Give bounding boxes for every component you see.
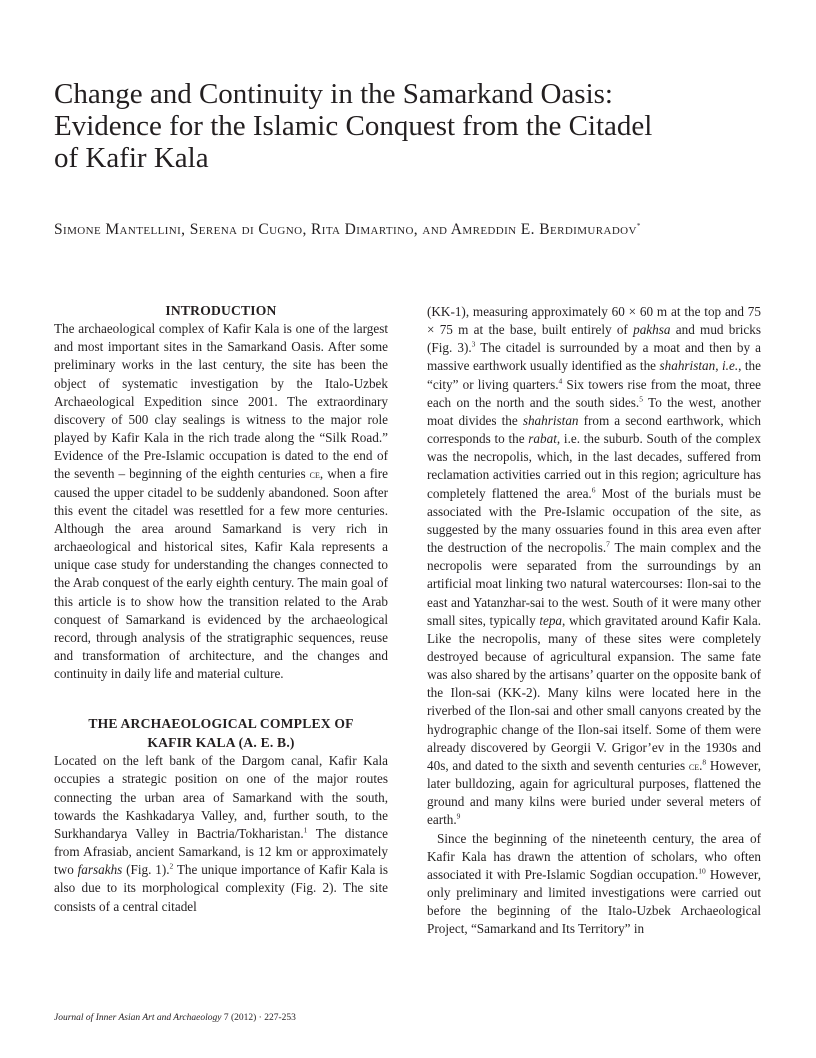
journal-footer [54,1013,296,1023]
footnote-ref[interactable]: 9 [456,811,461,821]
text-run: , [715,358,722,374]
italic-term: farsakhs [77,862,123,878]
text-run: However, only preliminary and limited investigations were carried out before the beginning of the Italo-Uzbek Archaeological Project, “Samarkand and Its Territory” in [427,866,761,937]
text-run: The archaeological complex of Kafir Kala is one of the largest and most important sites in the Samarkand Oasis. After some preliminary works in the last century, the site has been the object of systematic investigation by the Italo-Uzbek Archaeological Expedition since 2001. The extraordinary discovery of 500 clay sealings is witness to the major role played by Kafir Kala in the rich trade along the “Silk Road.” Evidence of the Pre-Islamic occupation is dated to the end of the seventh – beginning of the eighth centuries [54,321,388,482]
title-line-2: Evidence for the Islamic Conquest from the Citadel [54,110,653,142]
italic-term: rabat [528,431,557,447]
footnote-ref[interactable]: 3 [471,339,476,349]
complex-heading [54,714,388,752]
italic-term: shahristan [522,412,579,428]
text-run: Located on the left bank of the Dargom canal, Kafir Kala occupies a strategic position on one of the major routes connecting the urban area of Samarkand with the south, towards the Kashkadarya Valley, and, further south, to the Surkhandarya Valley in Bactria/Tokharistan. [54,753,388,841]
text-run: from a second earthwork, which corresponds to the [427,412,761,447]
italic-term: shahristan [659,358,716,374]
text-run: The distance from Afrasiab, ancient Samarkand, is 12 km or approximately two [54,825,388,878]
authors-text: Simone Mantellini, Serena di Cugno, Rita Dimartino, and Amreddin E. Berdimuradov [54,221,637,238]
text-run: , when a fire caused the upper citadel to be suddenly abandoned. Soon after this event the citadel was resettled for a few more centuries. Although the area around Samarkand is very rich in archaeological and historical sites, Kafir Kala represents a unique case study for understanding the changes connected to the Arab conquest of the early eighth century. The main goal of this article is to show how the transition related to the Arab conquest of Samarkand is evidenced by the archaeological record, through analysis of the stratigraphic sequences, reuse and transformation of architecture, and the changes and continuity in daily life and material culture. [54,466,389,682]
text-run: The unique importance of Kafir Kala is also due to its morphological complexity (Fig. 2). The site consists of a central citadel [54,862,389,914]
introduction-heading: INTRODUCTION [165,303,277,318]
italic-term: pakhsa [633,322,671,338]
complex-heading-line-2: KAFIR KALA (A. E. B.) [147,735,295,751]
article-title [54,78,754,174]
footnote-ref[interactable]: 6 [591,485,596,495]
era-ce: ce [309,467,320,482]
journal-volume-pages: 7 (2012) · 227-253 [221,1013,296,1023]
complex-paragraph [54,752,388,915]
footnote-ref[interactable]: 1 [303,825,308,835]
text-run: , i.e. the suburb. South of the complex was the necropolis, which, in the last decades, suffered from reclamation activities carried out in this region; agriculture has completely flattened the area. [427,431,762,501]
footnote-ref[interactable]: 10 [698,866,706,876]
text-run: . [699,757,703,773]
footnote-ref[interactable]: 2 [169,861,174,871]
text-run: The citadel is surrounded by a moat and then by a massive earthwork usually identified as the [427,340,762,374]
footnote-ref[interactable]: 5 [639,394,643,404]
history-paragraph [427,830,761,939]
footnote-ref[interactable]: 4 [558,376,563,386]
text-run: (KK-1), measuring approximately 60 × 60 m at the top and 75 × 75 m at the base, built entirely of [427,304,761,338]
citadel-paragraph [427,303,761,830]
text-run: Since the beginning of the nineteenth century, the area of Kafir Kala has drawn the attention of scholars, who often associated it with Pre-Islamic Sogdian occupation. [427,830,761,882]
footnote-ref[interactable]: 7 [606,539,610,549]
text-run: and mud bricks (Fig. 3). [427,322,762,356]
author-list [54,221,774,239]
italic-term: i.e. [722,358,739,374]
text-run: To the west, another moat divides the [427,394,761,428]
text-run: (Fig. 1). [122,862,170,878]
left-column [54,302,388,916]
text-run: The main complex and the necropolis were separated from the surroundings by an artificial moat linking two natural watercourses: Ilon-sai to the east and Yatanzhar-sai to the west. South of it were many other small sites, typically [427,540,761,628]
text-run: However, later bulldozing, again for agricultural purposes, flattened the ground and many kilns were buried under several meters of earth. [427,757,762,828]
italic-term: tepa [539,612,563,628]
complex-heading-line-1: THE ARCHAEOLOGICAL COMPLEX OF [88,716,354,732]
right-column [427,303,761,938]
footnote-ref[interactable]: 8 [702,757,707,767]
journal-title: Journal of Inner Asian Art and Archaeology [54,1013,222,1023]
title-line-1: Change and Continuity in the Samarkand Oasis: [54,78,613,110]
text-run: Most of the burials must be associated with the Pre-Islamic occupation of the site, as suggested by the many ossuaries found in this area even after the destruction of the necropolis. [427,485,761,556]
text-run: , which gravitated around Kafir Kala. Like the necropolis, many of these sites were completely destroyed because of agricultural expansion. The same fate was also shared by the artisans’ quarter on the opposite bank of the Ilon-sai (KK-2). Many kilns were located here in the riverbed of the Ilon-sai and other small canyons created by the hydrographic change of the Ilon-sai itself. Some of them were already discovered by Georgii V. Grigor’ev in the 1930s and 40s, and dated to the sixth and seventh centuries [427,612,761,773]
era-ce: ce [688,758,700,773]
author-footnote-mark: * [636,221,641,230]
title-line-3: of Kafir Kala [54,142,209,174]
text-run: Six towers rise from the moat, three each on the north and the south sides. [427,376,761,410]
text-run: , the “city” or living quarters. [427,358,762,392]
introduction-paragraph [54,320,388,683]
